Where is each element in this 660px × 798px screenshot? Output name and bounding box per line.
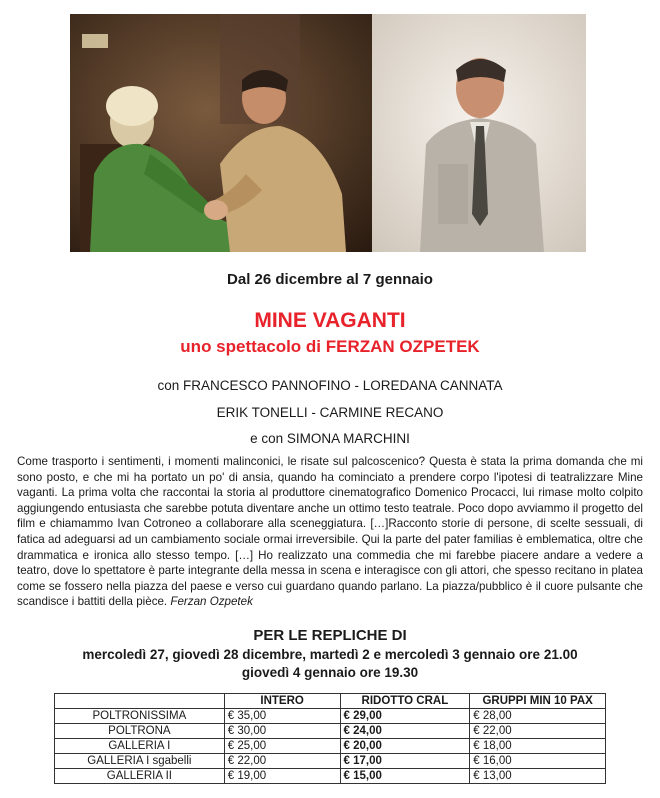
cast-line-3: e con SIMONA MARCHINI [250,431,410,446]
author-signature: Ferzan Ozpetek [170,595,253,609]
replicas-dates-2: giovedì 4 gennaio ore 19.30 [241,665,419,680]
header-ridotto: RIDOTTO CRAL [340,694,470,709]
cast-line-1: con FRANCESCO PANNOFINO - LOREDANA CANNATA [157,378,503,393]
sector-label: GALLERIA II [55,769,225,784]
price-ridotto: € 20,00 [340,739,470,754]
sector-label: POLTRONISSIMA [55,709,225,724]
table-row [55,769,606,784]
replicas-dates-1: mercoledì 27, giovedì 28 dicembre, martedì 2 e mercoledì 3 gennaio ore 21.00 [82,647,578,662]
header-sector [55,694,225,709]
price-intero: € 22,00 [224,754,340,769]
price-intero: € 19,00 [224,769,340,784]
price-ridotto: € 29,00 [340,709,470,724]
table-row [55,754,606,769]
sector-label: POLTRONA [55,724,225,739]
price-ridotto: € 24,00 [340,724,470,739]
price-table-header [55,694,606,709]
stage-photo [70,14,586,252]
sector-label: GALLERIA I sgabelli [55,754,225,769]
show-description [17,454,643,610]
price-gruppi: € 22,00 [470,724,606,739]
sector-label: GALLERIA I [55,739,225,754]
description-text: Come trasporto i sentimenti, i momenti malinconici, le risate sul palcoscenico? Questa è stata la prima domanda che mi sono posto, e che mi ha portato un po' di ansia, quando ha cominciato a prendere corpo l'ipotesi di teatralizzare Mine vaganti. La prima volta che raccontai la storia al produttore cinematografico Domenico Procacci, lui rimase molto colpito aggiungendo entusiasta che sarebbe potuta diventare anche un ottimo testo teatrale. Poco dopo avviammo il progetto del film e chiamammo Ivan Cotroneo a collaborare alla sceneggiatura. […]Racconto storie di persone, di scelte sessuali, di fatica ad adeguarsi ad un cambiamento sociale ormai irreversibile. Qui la parte del pater familias è emblematica, oltre che drammatica e ironica allo stesso tempo. […] Ho realizzato una commedia che mi farebbe piacere andare a vedere a teatro, dove lo spettatore è parte integrante della messa in scena e interagisce con gli attori, che spesso recitano in platea come se fossero nella piazza del paese e verso cui guardano quando parlano. La piazza/pubblico è il cuore pulsante che scandisce i battiti della pièce. [17,455,643,609]
price-gruppi: € 13,00 [470,769,606,784]
replicas-heading: PER LE REPLICHE DI [253,627,407,644]
date-range: Dal 26 dicembre al 7 gennaio [227,271,433,288]
price-gruppi: € 16,00 [470,754,606,769]
cast-line-2: ERIK TONELLI - CARMINE RECANO [216,405,444,420]
price-intero: € 30,00 [224,724,340,739]
show-title: MINE VAGANTI [254,309,406,332]
stage-photo-illustration [70,14,586,252]
price-ridotto: € 17,00 [340,754,470,769]
table-row [55,739,606,754]
price-ridotto: € 15,00 [340,769,470,784]
table-row [55,709,606,724]
price-gruppi: € 28,00 [470,709,606,724]
price-intero: € 25,00 [224,739,340,754]
show-subtitle: uno spettacolo di FERZAN OZPETEK [180,337,480,356]
header-gruppi: GRUPPI MIN 10 PAX [470,694,606,709]
header-intero: INTERO [224,694,340,709]
table-row [55,724,606,739]
price-table [54,693,606,784]
price-gruppi: € 18,00 [470,739,606,754]
price-intero: € 35,00 [224,709,340,724]
